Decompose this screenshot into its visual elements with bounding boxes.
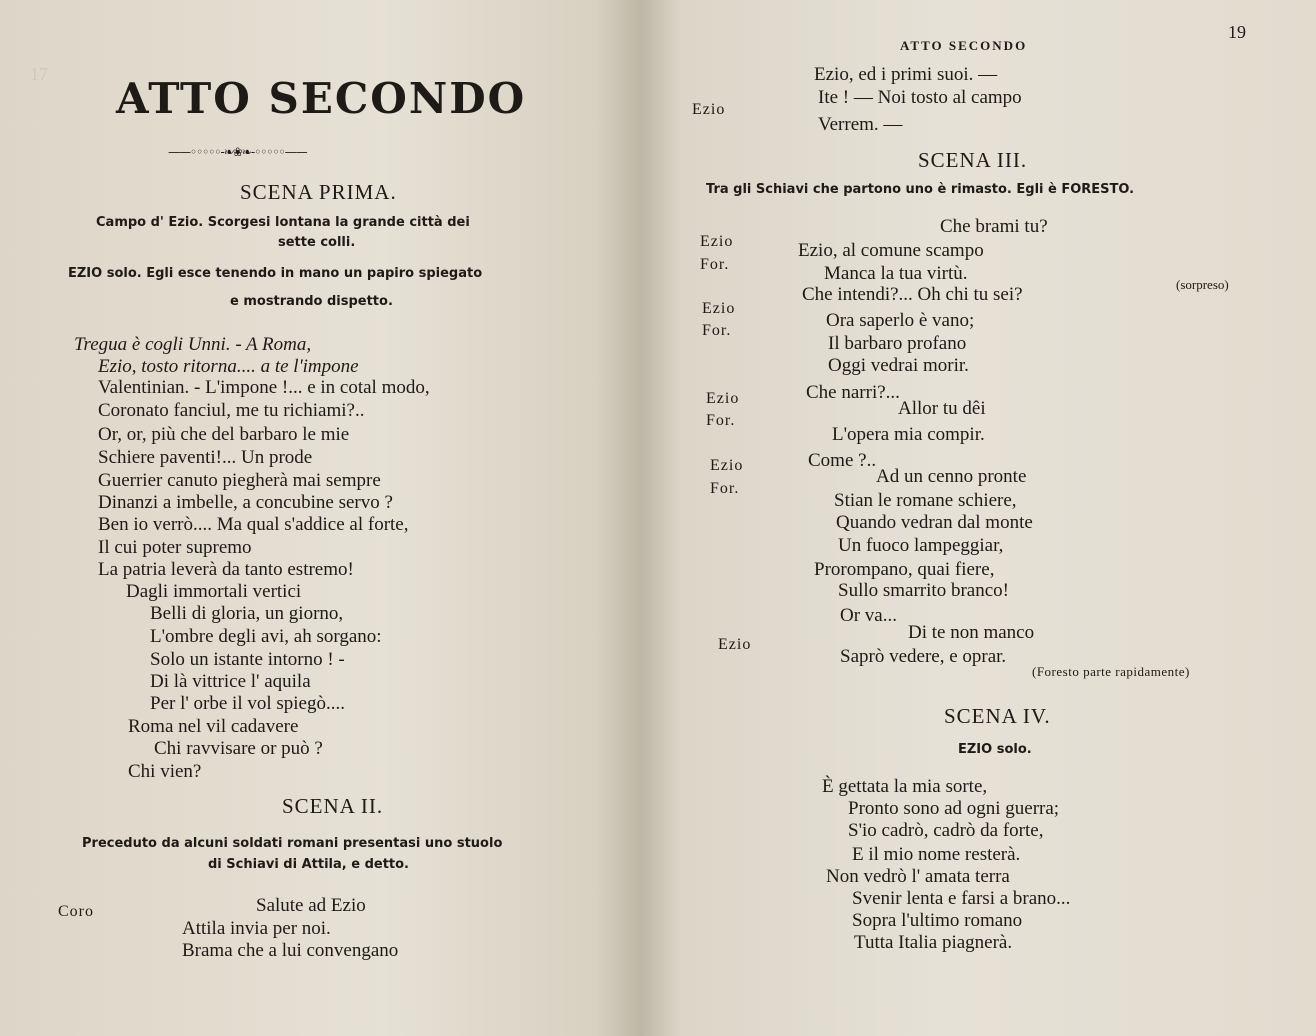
verse-line: Sopra l'ultimo romano [852, 910, 1023, 931]
right-page [640, 0, 1316, 1036]
verse-line: Ezio, ed i primi suoi. — [814, 64, 998, 85]
verse-line: Svenir lenta e farsi a brano... [852, 888, 1071, 909]
setting-line-2: sette colli. [278, 235, 356, 250]
scene-heading-4: SCENA IV. [944, 704, 1051, 728]
left-page [0, 0, 640, 1036]
verse-line: Non vedrò l' amata terra [826, 866, 1010, 887]
scene-heading-1: SCENA PRIMA. [240, 180, 397, 204]
character-label: Ezio [706, 390, 740, 407]
verse-line: Dinanzi a imbelle, a concubine servo ? [98, 492, 393, 513]
running-head: ATTO SECONDO [900, 38, 1028, 53]
verse-line: Solo un istante intorno ! - [150, 649, 345, 670]
character-label: For. [710, 480, 740, 497]
act-title: ATTO SECONDO [116, 74, 527, 123]
verse-line: Ite ! — Noi tosto al campo [818, 87, 1022, 108]
character-label: Ezio [700, 233, 734, 250]
verse-line: Di te non manco [908, 622, 1035, 643]
verse-line: Manca la tua virtù. [824, 263, 968, 284]
verse-line: Che intendi?... Oh chi tu sei? [802, 284, 1023, 305]
verse-line: Ezio, tosto ritorna.... a te l'impone [98, 356, 359, 377]
verse-line: Salute ad Ezio [256, 895, 366, 916]
verse-line: Che brami tu? [940, 216, 1048, 237]
verse-line: Chi vien? [128, 761, 202, 782]
verse-line: Chi ravvisare or può ? [154, 738, 323, 759]
verse-line: Prorompano, quai fiere, [814, 559, 995, 580]
ghost-page-number: 17 [30, 64, 48, 84]
verse-line: Attila invia per noi. [182, 918, 331, 939]
character-label: For. [700, 256, 730, 273]
scene-2-direction-line-2: di Schiavi di Attila, e detto. [208, 857, 409, 872]
scene-3-direction: Tra gli Schiavi che partono uno è rimasto. Egli è FORESTO. [706, 182, 1135, 197]
verse-line: Coronato fanciul, me tu richiami?.. [98, 400, 365, 421]
verse-line: Belli di gloria, un giorno, [150, 603, 344, 624]
verse-line: Valentinian. - L'impone !... e in cotal modo, [98, 377, 430, 398]
ornament-divider: ——◦◦◦◦◦-❧❀❧-◦◦◦◦◦—— [168, 145, 307, 159]
verse-line: Guerrier canuto piegherà mai sempre [98, 470, 381, 491]
verse-line: Ben io verrò.... Ma qual s'addice al forte, [98, 514, 409, 535]
verse-line: Ora saperlo è vano; [826, 310, 975, 331]
character-label: Coro [58, 903, 94, 920]
character-label: Ezio [702, 300, 736, 317]
verse-line: Roma nel vil cadavere [128, 716, 299, 737]
stage-direction-line-1: EZIO solo. Egli esce tenendo in mano un papiro spiegato [68, 266, 483, 281]
verse-line: Tregua è cogli Unni. - A Roma, [74, 334, 312, 355]
verse-line: Come ?.. [808, 450, 877, 471]
verse-line: La patria leverà da tanto estremo! [98, 559, 354, 580]
character-label: Ezio [692, 101, 726, 118]
character-label: Ezio [710, 457, 744, 474]
verse-line: Allor tu dêi [898, 398, 986, 419]
verse-line: Or, or, più che del barbaro le mie [98, 424, 350, 445]
character-label: Ezio [718, 636, 752, 653]
exit-direction: (Foresto parte rapidamente) [1032, 664, 1190, 679]
verse-line: È gettata la mia sorte, [822, 776, 988, 797]
verse-line: Or va... [840, 605, 897, 626]
verse-line: Pronto sono ad ogni guerra; [848, 798, 1060, 819]
character-label: For. [706, 412, 736, 429]
verse-line: Il cui poter supremo [98, 537, 252, 558]
verse-line: Schiere paventi!... Un prode [98, 447, 313, 468]
verse-line: Il barbaro profano [828, 333, 967, 354]
character-label: For. [702, 322, 732, 339]
verse-line: Che narri?... [806, 382, 900, 403]
verse-line: Dagli immortali vertici [126, 581, 302, 602]
verse-line: Ad un cenno pronte [876, 466, 1027, 487]
scene-heading-3: SCENA III. [918, 148, 1028, 172]
verse-line: Sullo smarrito branco! [838, 580, 1009, 601]
setting-line-1: Campo d' Ezio. Scorgesi lontana la grande città dei [96, 215, 470, 230]
page-number: 19 [1228, 22, 1246, 42]
verse-line: Brama che a lui convengano [182, 940, 399, 961]
verse-line: Tutta Italia piagnerà. [854, 932, 1013, 953]
verse-line: Oggi vedrai morir. [828, 355, 969, 376]
verse-line: L'ombre degli avi, ah sorgano: [150, 626, 382, 647]
verse-line: Stian le romane schiere, [834, 490, 1017, 511]
verse-line: Di là vittrice l' aquila [150, 671, 311, 692]
aside-direction: (sorpreso) [1176, 277, 1229, 292]
verse-line: Un fuoco lampeggiar, [838, 535, 1004, 556]
verse-line: Verrem. — [818, 114, 903, 135]
verse-line: Ezio, al comune scampo [798, 240, 984, 261]
stage-direction-line-2: e mostrando dispetto. [230, 294, 393, 309]
verse-line: S'io cadrò, cadrò da forte, [848, 820, 1044, 841]
verse-line: Saprò vedere, e oprar. [840, 646, 1007, 667]
verse-line: E il mio nome resterà. [852, 844, 1021, 865]
verse-line: Quando vedran dal monte [836, 512, 1033, 533]
scene-2-direction-line-1: Preceduto da alcuni soldati romani presentasi uno stuolo [82, 836, 503, 851]
scene-heading-2: SCENA II. [282, 794, 384, 818]
verse-line: Per l' orbe il vol spiegò.... [150, 693, 345, 714]
scene-4-direction: EZIO solo. [958, 742, 1032, 757]
verse-line: L'opera mia compir. [832, 424, 985, 445]
